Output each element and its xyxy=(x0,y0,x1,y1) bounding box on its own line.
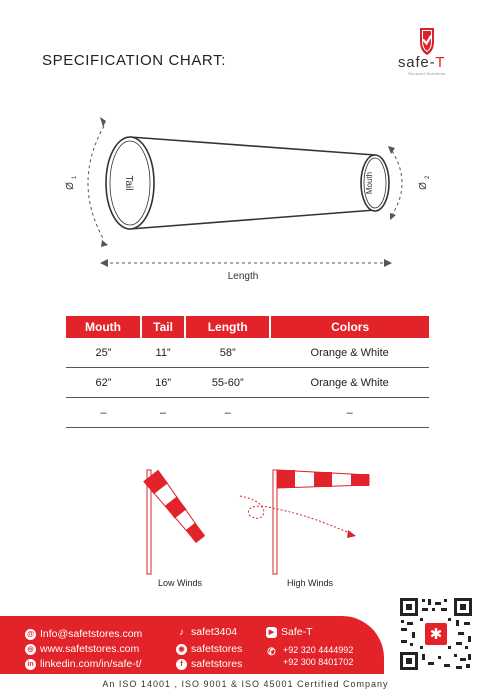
svg-text:✱: ✱ xyxy=(429,625,443,643)
phone-icon: ✆ xyxy=(267,647,276,658)
tail-diameter-subscript: 1 xyxy=(72,175,78,179)
cell-length: 55-60” xyxy=(185,368,270,398)
phone-2[interactable]: +92 300 8401702 xyxy=(283,657,354,667)
email-link[interactable] xyxy=(25,628,142,640)
linkedin-link[interactable] xyxy=(25,658,142,670)
linkedin-icon: in xyxy=(25,659,36,670)
cell-tail: 16” xyxy=(141,368,185,398)
tiktok-icon: ♪ xyxy=(179,626,184,638)
page-title: SPECIFICATION CHART: xyxy=(42,52,226,69)
tiktok-link[interactable] xyxy=(176,626,237,638)
website-link[interactable] xyxy=(25,643,139,655)
mouth-label: Mouth xyxy=(365,171,374,195)
cell-length: – xyxy=(185,398,270,428)
high-winds-illustration xyxy=(240,470,369,574)
mouth-diameter-subscript: 2 xyxy=(425,175,431,179)
email-text: Info@safetstores.com xyxy=(40,628,143,640)
qr-code-icon[interactable] xyxy=(398,596,474,672)
instagram-text: safetstores xyxy=(191,643,243,655)
mouth-diameter-symbol: Ø xyxy=(418,182,429,190)
brand-tagline: Secured Solutions xyxy=(408,71,446,76)
facebook-text: safetstores xyxy=(191,658,243,670)
cell-colors: Orange & White xyxy=(270,338,429,368)
low-winds-illustration xyxy=(144,470,207,574)
brand-logo: safe-T xyxy=(398,54,446,71)
youtube-link[interactable] xyxy=(266,626,313,638)
header-colors: Colors xyxy=(270,316,429,338)
cell-mouth: – xyxy=(66,398,141,428)
tail-label: Tail xyxy=(123,175,134,191)
header-mouth: Mouth xyxy=(66,316,141,338)
cell-mouth: 25” xyxy=(66,338,141,368)
youtube-text: Safe-T xyxy=(281,626,313,638)
length-label: Length xyxy=(227,271,259,282)
high-winds-label: High Winds xyxy=(287,578,334,588)
facebook-link[interactable] xyxy=(176,658,242,670)
phone-numbers xyxy=(283,644,353,668)
header-length: Length xyxy=(185,316,270,338)
cell-length: 58” xyxy=(185,338,270,368)
mail-icon: @ xyxy=(25,629,36,640)
linkedin-text: linkedin.com/in/safe-t/ xyxy=(40,658,142,670)
instagram-icon: ◉ xyxy=(176,644,187,655)
instagram-link[interactable] xyxy=(176,643,242,655)
tail-diameter-symbol: Ø xyxy=(65,182,76,190)
cell-colors: – xyxy=(270,398,429,428)
low-winds-label: Low Winds xyxy=(158,578,203,588)
cell-tail: 11” xyxy=(141,338,185,368)
header-tail: Tail xyxy=(141,316,185,338)
phone-1[interactable]: +92 320 4444992 xyxy=(283,645,354,655)
cell-mouth: 62” xyxy=(66,368,141,398)
certification-line: An ISO 14001 , ISO 9001 & ISO 45001 Certified Company xyxy=(102,679,389,689)
phone-icon-wrap xyxy=(266,647,281,658)
facebook-icon: f xyxy=(176,659,187,670)
website-text: www.safetstores.com xyxy=(40,643,140,655)
cell-colors: Orange & White xyxy=(270,368,429,398)
cell-tail: – xyxy=(141,398,185,428)
tiktok-text: safet3404 xyxy=(191,626,238,638)
youtube-icon: ▶ xyxy=(266,627,277,638)
globe-icon: ◎ xyxy=(25,644,36,655)
